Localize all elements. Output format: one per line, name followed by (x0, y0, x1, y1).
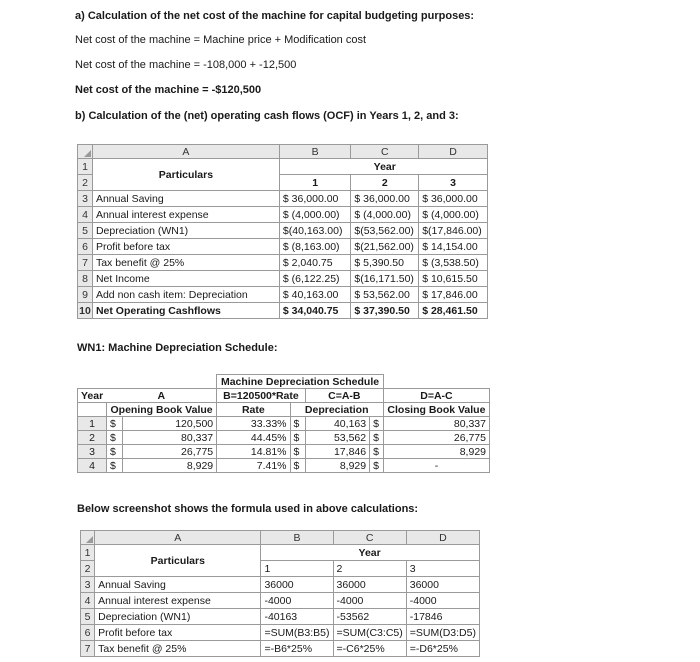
currency-cell[interactable]: $ (290, 459, 305, 473)
currency-cell[interactable]: $ (290, 431, 305, 445)
currency-cell[interactable]: $ (290, 445, 305, 459)
formula-c-label[interactable]: C=A-B (305, 389, 383, 403)
blank-cell (78, 375, 123, 389)
table-cell[interactable]: 36000 (261, 577, 333, 593)
year-header[interactable]: Year (333, 545, 406, 561)
opening-value-cell[interactable]: 8,929 (122, 459, 217, 473)
currency-cell[interactable]: $ (290, 417, 305, 431)
particulars-header[interactable]: Particulars (95, 545, 261, 577)
col-header-d[interactable]: D (406, 531, 479, 545)
col-header-c[interactable]: C (351, 145, 419, 159)
col-header-a[interactable]: A (95, 531, 261, 545)
row-number[interactable]: 6 (81, 625, 95, 641)
depreciation-cell[interactable]: 40,163 (305, 417, 369, 431)
table-cell[interactable]: =SUM(C3:C5) (333, 625, 406, 641)
col-header-d[interactable]: D (419, 145, 488, 159)
table-cell[interactable]: $ 36,000.00 (351, 191, 419, 207)
rate-cell[interactable]: 44.45% (217, 431, 290, 445)
year-1-header[interactable]: 1 (279, 175, 350, 191)
blank-cell (122, 375, 217, 389)
row-label[interactable]: Annual Saving (92, 191, 279, 207)
opening-book-value-header[interactable]: Opening Book Value (106, 403, 216, 417)
row-label[interactable]: Depreciation (WN1) (95, 609, 261, 625)
table-cell[interactable]: -4000 (333, 593, 406, 609)
currency-cell[interactable]: $ (106, 431, 122, 445)
wn1-title: WN1: Machine Depreciation Schedule: (77, 342, 278, 354)
row-number[interactable]: 1 (81, 545, 95, 561)
table-cell[interactable]: $ 28,461.50 (419, 303, 488, 319)
table-cell[interactable]: =-D6*25% (406, 641, 479, 657)
rate-cell[interactable]: 7.41% (217, 459, 290, 473)
table-cell[interactable]: 36000 (333, 577, 406, 593)
currency-cell[interactable]: $ (370, 459, 384, 473)
formula-spreadsheet (80, 530, 480, 657)
table-cell[interactable]: $ 34,040.75 (279, 303, 350, 319)
row-label[interactable]: Tax benefit @ 25% (95, 641, 261, 657)
table-cell[interactable]: 36000 (406, 577, 479, 593)
table-cell[interactable]: $ 5,390.50 (351, 255, 419, 271)
row-label[interactable]: Annual interest expense (95, 593, 261, 609)
year-cell[interactable]: 2 (78, 431, 107, 445)
cell-b1[interactable] (261, 545, 333, 561)
currency-cell[interactable]: $ (370, 417, 384, 431)
row-number[interactable]: 7 (78, 255, 93, 271)
depreciation-cell[interactable]: 8,929 (305, 459, 369, 473)
cell-d1[interactable] (406, 545, 479, 561)
row-label[interactable]: Net Operating Cashflows (92, 303, 279, 319)
closing-value-cell[interactable]: - (383, 459, 489, 473)
row-number[interactable]: 4 (78, 207, 93, 223)
table-cell[interactable]: =SUM(B3:B5) (261, 625, 333, 641)
table-cell[interactable]: -4000 (261, 593, 333, 609)
formula-note: Below screenshot shows the formula used in above calculations: (77, 503, 419, 515)
table-cell[interactable]: $ (4,000.00) (419, 207, 488, 223)
closing-value-cell[interactable]: 26,775 (383, 431, 489, 445)
currency-cell[interactable]: $ (370, 445, 384, 459)
table-cell[interactable]: $ 17,846.00 (419, 287, 488, 303)
table-cell[interactable]: -40163 (261, 609, 333, 625)
table-cell[interactable]: $ 2,040.75 (279, 255, 350, 271)
year-1-header[interactable]: 1 (261, 561, 333, 577)
col-header-b[interactable]: B (261, 531, 333, 545)
table-cell[interactable]: $ (4,000.00) (351, 207, 419, 223)
table-cell[interactable]: $(16,171.50) (351, 271, 419, 287)
table-cell[interactable]: $ (3,538.50) (419, 255, 488, 271)
row-label[interactable]: Depreciation (WN1) (92, 223, 279, 239)
currency-cell[interactable]: $ (370, 431, 384, 445)
table-cell[interactable]: $(17,846.00) (419, 223, 488, 239)
row-label[interactable]: Profit before tax (92, 239, 279, 255)
currency-cell[interactable]: $ (106, 445, 122, 459)
year-header[interactable]: Year (78, 389, 107, 403)
select-all-corner[interactable] (78, 145, 93, 159)
row-number[interactable]: 5 (78, 223, 93, 239)
net-cost-line-2: Net cost of the machine = -108,000 + -12,500 (75, 59, 297, 71)
cell-d1[interactable] (419, 159, 488, 175)
opening-value-cell[interactable]: 120,500 (122, 417, 217, 431)
select-all-corner[interactable] (81, 531, 95, 545)
row-label[interactable]: Annual interest expense (92, 207, 279, 223)
year-header[interactable]: Year (351, 159, 419, 175)
year-cell[interactable]: 3 (78, 445, 107, 459)
closing-value-cell[interactable]: 8,929 (383, 445, 489, 459)
row-number[interactable]: 5 (81, 609, 95, 625)
opening-value-cell[interactable]: 26,775 (122, 445, 217, 459)
row-label[interactable]: Add non cash item: Depreciation (92, 287, 279, 303)
col-a-label[interactable]: A (106, 389, 216, 403)
year-3-header[interactable]: 3 (406, 561, 479, 577)
net-cost-result: Net cost of the machine = -$120,500 (75, 84, 262, 96)
row-number[interactable]: 2 (78, 175, 93, 191)
row-number[interactable]: 9 (78, 287, 93, 303)
table-cell[interactable]: $ 14,154.00 (419, 239, 488, 255)
rate-header[interactable]: Rate (217, 403, 290, 417)
row-number[interactable]: 6 (78, 239, 93, 255)
rate-cell[interactable]: 14.81% (217, 445, 290, 459)
ocf-spreadsheet (77, 144, 488, 319)
row-label[interactable]: Net Income (92, 271, 279, 287)
table-cell[interactable]: $ 36,000.00 (279, 191, 350, 207)
year-cell[interactable]: 1 (78, 417, 107, 431)
currency-cell[interactable]: $ (106, 417, 122, 431)
table-cell[interactable]: $ (6,122.25) (279, 271, 350, 287)
table-cell[interactable]: =-C6*25% (333, 641, 406, 657)
row-number[interactable]: 7 (81, 641, 95, 657)
row-label[interactable]: Profit before tax (95, 625, 261, 641)
currency-cell[interactable]: $ (106, 459, 122, 473)
col-header-b[interactable]: B (279, 145, 350, 159)
col-header-c[interactable]: C (333, 531, 406, 545)
table-cell[interactable]: =SUM(D3:D5) (406, 625, 479, 641)
row-number[interactable]: 1 (78, 159, 93, 175)
table-cell[interactable]: $(40,163.00) (279, 223, 350, 239)
row-number[interactable]: 10 (79, 304, 91, 317)
row-number[interactable]: 2 (81, 561, 95, 577)
blank-cell (78, 403, 107, 417)
opening-value-cell[interactable]: 80,337 (122, 431, 217, 445)
year-2-header[interactable]: 2 (351, 175, 419, 191)
table-cell[interactable]: $ 10,615.50 (419, 271, 488, 287)
table-cell[interactable]: $ (4,000.00) (279, 207, 350, 223)
particulars-header[interactable]: Particulars (92, 159, 279, 191)
closing-book-value-header[interactable]: Closing Book Value (383, 403, 489, 417)
depreciation-schedule (77, 374, 490, 473)
row-number[interactable]: 3 (78, 191, 93, 207)
row-number[interactable]: 8 (78, 271, 93, 287)
blank-cell (383, 375, 489, 389)
table-cell[interactable]: $(53,562.00) (351, 223, 419, 239)
schedule-title[interactable]: Machine Depreciation Schedule (217, 375, 384, 389)
year-3-header[interactable]: 3 (419, 175, 488, 191)
year-cell[interactable]: 4 (78, 459, 107, 473)
cell-b1[interactable] (279, 159, 350, 175)
part-b-title: b) Calculation of the (net) operating cash flows (OCF) in Years 1, 2, and 3: (75, 110, 459, 122)
table-cell[interactable]: =-B6*25% (261, 641, 333, 657)
table-cell[interactable]: $ 40,163.00 (279, 287, 350, 303)
formula-b-label[interactable]: B=120500*Rate (217, 389, 306, 403)
depreciation-header[interactable]: Depreciation (290, 403, 383, 417)
year-2-header[interactable]: 2 (333, 561, 406, 577)
table-cell[interactable]: $(21,562.00) (351, 239, 419, 255)
closing-value-cell[interactable]: 80,337 (383, 417, 489, 431)
net-cost-line-1: Net cost of the machine = Machine price + Modification cost (75, 34, 367, 46)
table-cell[interactable]: -53562 (333, 609, 406, 625)
row-number[interactable]: 3 (81, 577, 95, 593)
depreciation-cell[interactable]: 53,562 (305, 431, 369, 445)
rate-cell[interactable]: 33.33% (217, 417, 290, 431)
table-cell[interactable]: -4000 (406, 593, 479, 609)
formula-d-label[interactable]: D=A-C (383, 389, 489, 403)
row-label[interactable]: Tax benefit @ 25% (92, 255, 279, 271)
row-label[interactable]: Annual Saving (95, 577, 261, 593)
table-cell[interactable]: $ (8,163.00) (279, 239, 350, 255)
table-cell[interactable]: -17846 (406, 609, 479, 625)
depreciation-cell[interactable]: 17,846 (305, 445, 369, 459)
table-cell[interactable]: $ 36,000.00 (419, 191, 488, 207)
col-header-a[interactable]: A (92, 145, 279, 159)
row-number[interactable]: 4 (81, 593, 95, 609)
table-cell[interactable]: $ 53,562.00 (351, 287, 419, 303)
table-cell[interactable]: $ 37,390.50 (351, 303, 419, 319)
part-a-title: a) Calculation of the net cost of the machine for capital budgeting purposes: (75, 10, 475, 22)
